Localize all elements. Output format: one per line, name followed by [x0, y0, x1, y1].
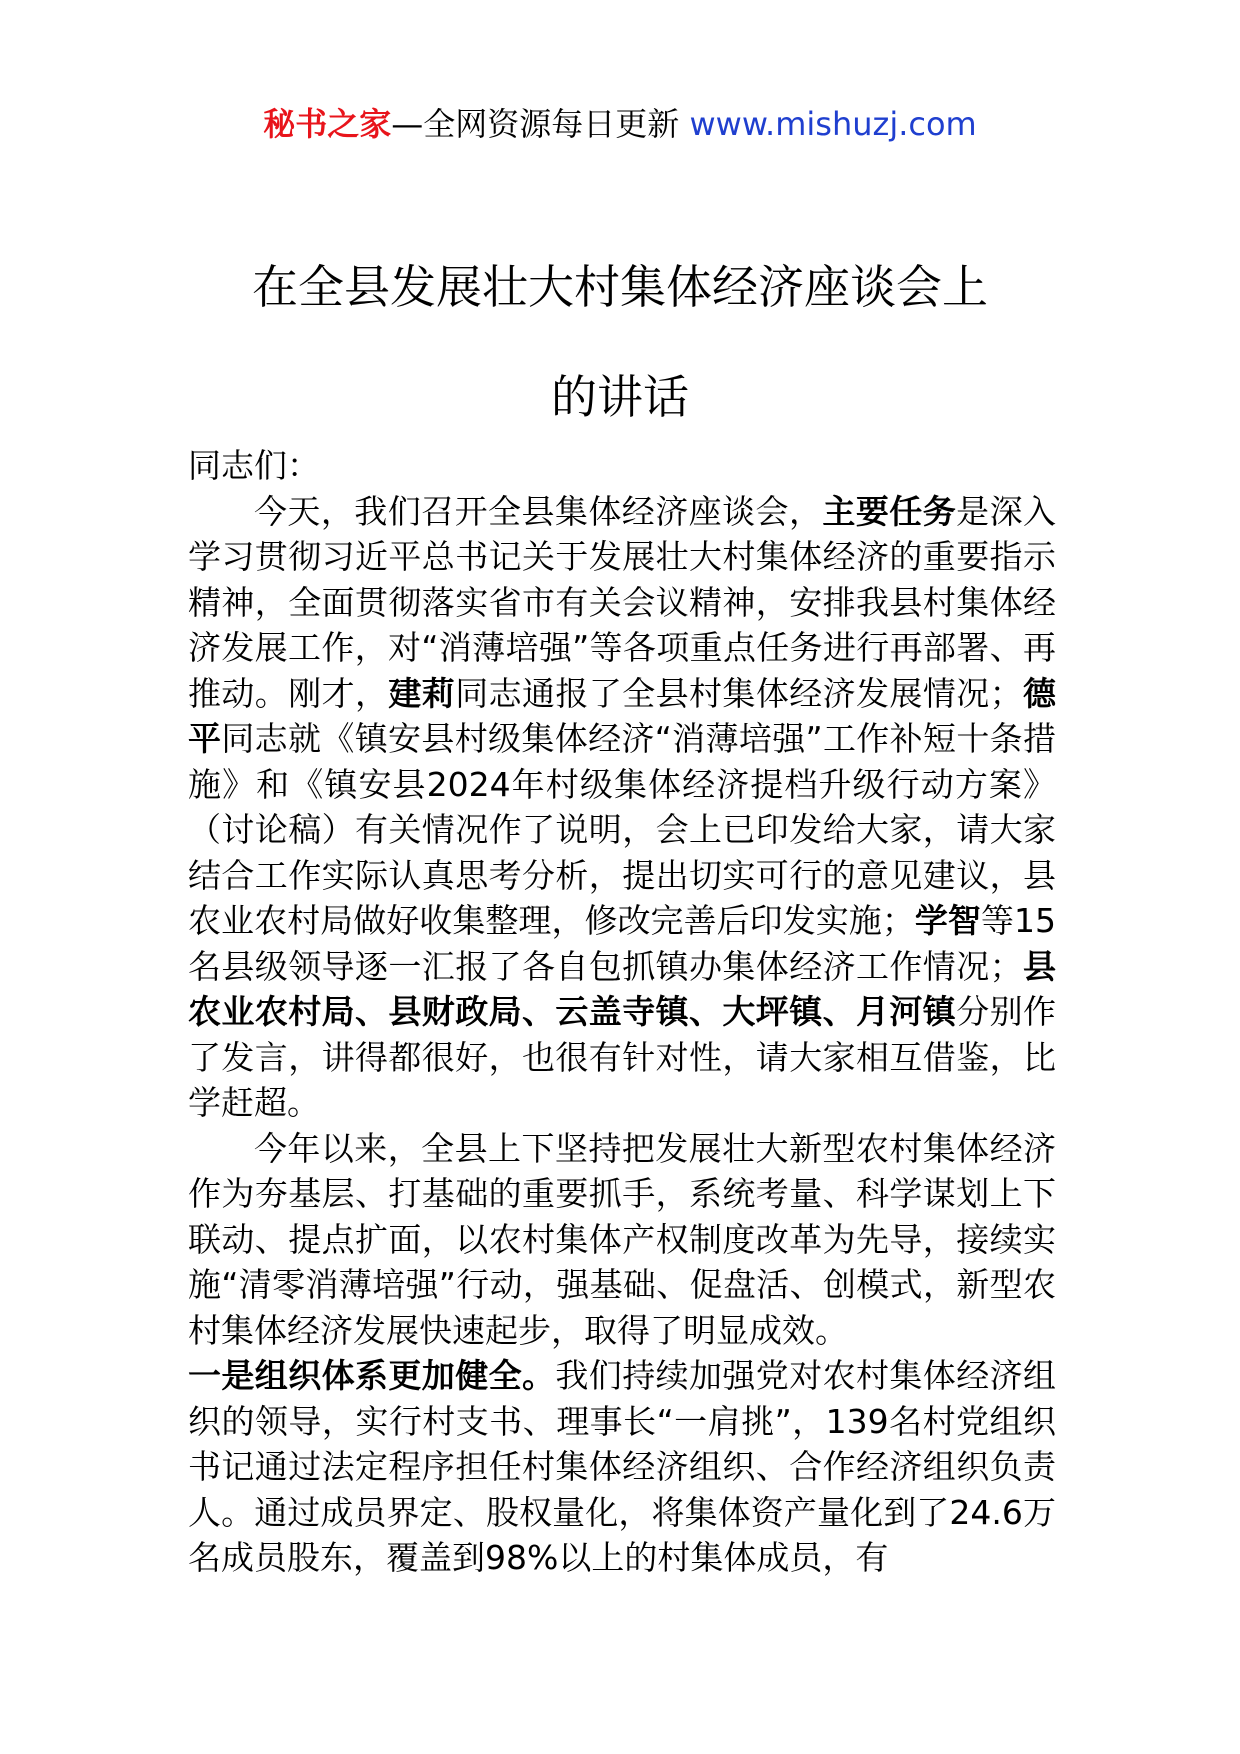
paragraph-1-text-4: 同志就《镇安县村级集体经济“消薄培强”工作补短十条措施》和《镇安县2024年村级集体经济提档升级行动方案》（讨论稿）有关情况作了说明，会上已印发给大家，请大家结合工作实际认真思考分析，提出切实可行的意见建议，县农业农村局做好收集整理，修改完善后印发实施； — [188, 719, 1056, 940]
paragraph-1-text-3: 同志通报了全县村集体经济发展情况； — [455, 673, 1023, 713]
paragraph-3-heading: 一是组织体系更加健全。 — [188, 1356, 556, 1395]
paragraph-3 — [188, 1353, 1056, 1581]
header-site-link[interactable]: www.mishuzj.com — [689, 105, 977, 143]
header-tagline: —全网资源每日更新 — [391, 105, 690, 143]
paragraph-1 — [188, 489, 1056, 1126]
paragraph-1-text-2: 是深入学习贯彻习近平总书记关于发展壮大村集体经济的重要指示精神，全面贯彻落实省市有关会议精神，安排我县村集体经济发展工作，对“消薄培强”等各项重点任务进行再部署、再推动。刚才， — [188, 491, 1057, 713]
paragraph-1-text-6: 分别作了发言，讲得都很好，也很有针对性，请大家相互借鉴，比学赶超。 — [188, 992, 1057, 1122]
document-title — [120, 232, 1120, 452]
paragraph-1-text-1: 今天，我们召开全县集体经济座谈会， — [254, 491, 823, 531]
paragraph-1-bold-4: 学智 — [914, 901, 981, 940]
paragraph-1-bold-1: 主要任务 — [822, 491, 957, 531]
paragraph-1-bold-2: 建莉 — [388, 673, 456, 713]
page-header — [0, 100, 1240, 148]
salutation: 同志们： — [188, 446, 320, 485]
header-brand: 秘书之家 — [263, 105, 392, 143]
paragraph-1-bold-3: 德平 — [188, 673, 1057, 758]
document-title-line-2: 的讲话 — [551, 370, 689, 424]
paragraph-1-bold-5: 县农业农村局、县财政局、云盖寺镇、大坪镇、月河镇 — [188, 946, 1057, 1031]
paragraph-2: 今年以来，全县上下坚持把发展壮大新型农村集体经济作为夯基层、打基础的重要抓手，系统考量、科学谋划上下联动、提点扩面，以农村集体产权制度改革为先导，接续实施“清零消薄培强”行动，强基础、促盘活、创模式，新型农村集体经济发展快速起步，取得了明显成效。 — [188, 1128, 1056, 1350]
paragraph-3-text: 我们持续加强党对农村集体经济组织的领导，实行村支书、理事长“一肩挑”，139名村党组织书记通过法定程序担任村集体经济组织、合作经济组织负责人。通过成员界定、股权量化，将集体资产量化到了24.6万名成员股东，覆盖到98%以上的村集体成员，有 — [188, 1356, 1057, 1577]
document-title-line-1: 在全县发展壮大村集体经济座谈会上 — [252, 260, 988, 314]
paragraph-1-text-5: 等15名县级领导逐一汇报了各自包抓镇办集体经济工作情况； — [188, 901, 1057, 986]
document-body — [188, 443, 1056, 1581]
